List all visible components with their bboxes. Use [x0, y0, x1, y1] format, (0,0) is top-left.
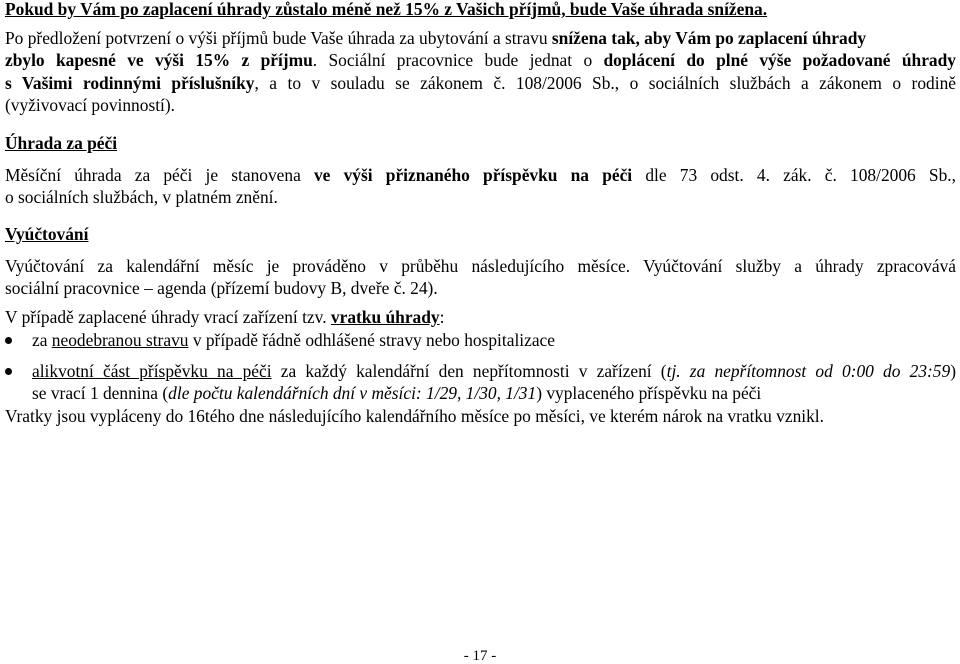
paragraph-line: zbylo kapesné ve výši 15% z příjmu. Sociální pracovnice bude jednat o doplácení do plné výše požadované úhrady	[5, 50, 956, 70]
paragraph-line: (vyživovací povinností).	[5, 95, 176, 115]
paragraph-line: Vratky jsou vypláceny do 16tého dne následujícího kalendářního měsíce po měsíci, ve kterém nárok na vratku vznikl.	[5, 406, 824, 426]
bullet-icon	[5, 337, 12, 344]
paragraph-line: Vyúčtování za kalendářní měsíc je prováděno v průběhu následujícího měsíce. Vyúčtování služby a úhrady zpracovává	[5, 256, 956, 276]
top-heading: Pokud by Vám po zaplacení úhrady zůstalo méně než 15% z Vašich příjmů, bude Vaše úhrada snížena.	[5, 0, 768, 19]
bullet-icon	[5, 368, 12, 375]
page-number: - 17 -	[463, 648, 497, 664]
paragraph-line: Měsíční úhrada za péči je stanovena ve výši přiznaného příspěvku na péči dle 73 odst. 4. zák. č. 108/2006 Sb.,	[5, 165, 956, 185]
paragraph-line: sociální pracovnice – agenda (přízemí budovy B, dveře č. 24).	[5, 278, 438, 298]
section-title-pece: Úhrada za péči	[5, 133, 118, 153]
paragraph-line: V případě zaplacené úhrady vrací zařízení tzv. vratku úhrady:	[5, 307, 445, 327]
paragraph-line: s Vašimi rodinnými příslušníky, a to v souladu se zákonem č. 108/2006 Sb., o sociálních službách a zákonem o rodině	[5, 73, 956, 93]
list-item: alikvotní část příspěvku na péči za každý kalendářní den nepřítomnosti v zařízení (tj. za nepřítomnost od 0:00 do 23:59)	[32, 361, 956, 381]
list-item-continuation: se vrací 1 dennina (dle počtu kalendářních dní v měsíci: 1/29, 1/30, 1/31) vyplaceného příspěvku na péči	[32, 383, 762, 403]
paragraph-line: o sociálních službách, v platném znění.	[5, 187, 278, 207]
section-title-vyuctovani: Vyúčtování	[5, 224, 89, 244]
list-item: za neodebranou stravu v případě řádně odhlášené stravy nebo hospitalizace	[32, 330, 555, 350]
paragraph-line: Po předložení potvrzení o výši příjmů bude Vaše úhrada za ubytování a stravu snížena tak, aby Vám po zaplacení úhrady	[5, 28, 867, 48]
